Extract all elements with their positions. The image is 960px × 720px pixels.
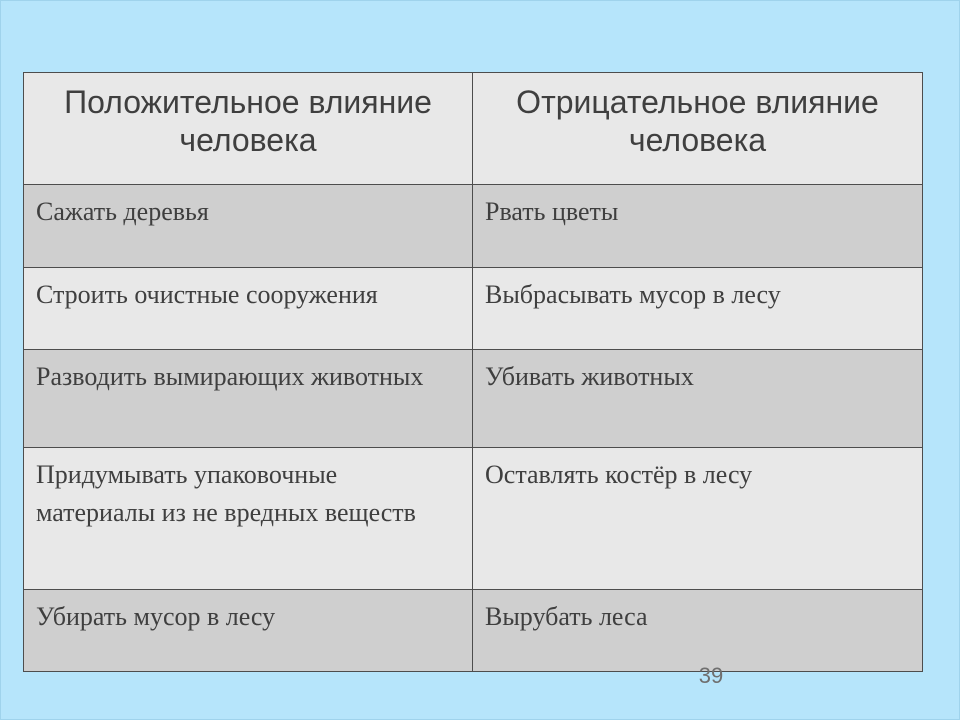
page-number: 39: [698, 663, 724, 688]
positive-cell: [24, 350, 473, 448]
cell-text: Рвать цветы: [485, 197, 619, 226]
cell-text: Оставлять костёр в лесу: [485, 460, 753, 489]
table-header-row: [24, 73, 923, 185]
table-row: [24, 268, 923, 350]
positive-cell: [24, 268, 473, 350]
header-negative-label: Отрицательное влияние человека: [516, 84, 879, 158]
header-positive-label: Положительное влияние человека: [64, 84, 432, 158]
negative-cell: [473, 185, 923, 268]
negative-cell: [473, 350, 923, 448]
table-row: [24, 185, 923, 268]
table-row: [24, 350, 923, 448]
cell-text: Разводить вымирающих животных: [36, 362, 424, 391]
positive-cell: [24, 590, 473, 672]
header-negative-impact: [473, 73, 923, 185]
cell-text: Выбрасывать мусор в лесу: [485, 280, 781, 309]
cell-text: Сажать деревья: [36, 197, 209, 226]
negative-cell: [473, 448, 923, 590]
header-positive-impact: [24, 73, 473, 185]
table-row: [24, 448, 923, 590]
positive-cell: [24, 185, 473, 268]
cell-text: Убирать мусор в лесу: [36, 602, 276, 631]
impact-table: [23, 72, 923, 672]
negative-cell: [473, 590, 923, 672]
negative-cell: [473, 268, 923, 350]
cell-text: Убивать животных: [485, 362, 694, 391]
cell-text: Строить очистные сооружения: [36, 280, 378, 309]
cell-text: Придумывать упаковочные материалы из не вредных веществ: [36, 460, 416, 527]
positive-cell: [24, 448, 473, 590]
cell-text: Вырубать леса: [485, 602, 648, 631]
table-row: [24, 590, 923, 672]
